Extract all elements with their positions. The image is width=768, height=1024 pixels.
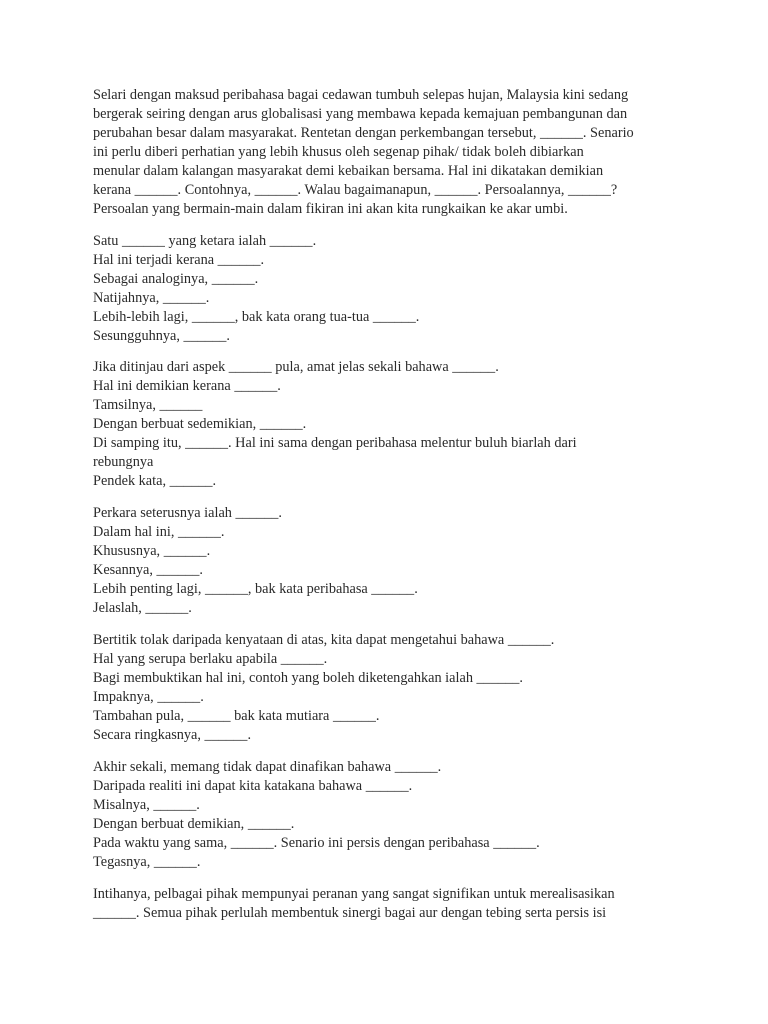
- text-line: Jika ditinjau dari aspek ______ pula, amat jelas sekali bahawa ______.: [93, 359, 499, 375]
- text-line: Kesannya, ______.: [93, 562, 203, 578]
- text-line: bergerak seiring dengan arus globalisasi yang membawa kepada kemajuan pembangunan dan: [93, 106, 628, 122]
- text-line: perubahan besar dalam masyarakat. Rentetan dengan perkembangan tersebut, ______. Senario: [93, 125, 634, 141]
- text-line: ini perlu diberi perhatian yang lebih khusus oleh segenap pihak/ tidak boleh dibiarkan: [93, 144, 584, 160]
- text-line: Hal ini demikian kerana ______.: [93, 378, 281, 394]
- text-line: Lebih-lebih lagi, ______, bak kata orang tua-tua ______.: [93, 309, 420, 325]
- text-line: Pendek kata, ______.: [93, 473, 217, 489]
- text-line: Dengan berbuat demikian, ______.: [93, 816, 295, 832]
- paragraph-introduction: [93, 86, 693, 219]
- text-line: Natijahnya, ______.: [93, 290, 210, 306]
- text-line: ______. Semua pihak perlulah membentuk sinergi bagai aur dengan tebing serta persis isi: [93, 905, 607, 921]
- text-line: Hal ini terjadi kerana ______.: [93, 252, 265, 268]
- text-line: Tegasnya, ______.: [93, 854, 201, 870]
- text-line: Dengan berbuat sedemikian, ______.: [93, 416, 307, 432]
- text-line: kerana ______. Contohnya, ______. Walau bagaimanapun, ______. Persoalannya, ______?: [93, 182, 618, 198]
- text-line: menular dalam kalangan masyarakat demi kebaikan bersama. Hal ini dikatakan demikian: [93, 163, 604, 179]
- text-line: Secara ringkasnya, ______.: [93, 727, 252, 743]
- paragraph-conclusion: [93, 885, 693, 923]
- text-line: Misalnya, ______.: [93, 797, 200, 813]
- text-line: Bagi membuktikan hal ini, contoh yang boleh diketengahkan ialah ______.: [93, 670, 524, 686]
- text-line: Satu ______ yang ketara ialah ______.: [93, 233, 317, 249]
- text-line: Pada waktu yang sama, ______. Senario ini persis dengan peribahasa ______.: [93, 835, 540, 851]
- text-line: Impaknya, ______.: [93, 689, 204, 705]
- text-line: Sebagai analoginya, ______.: [93, 271, 259, 287]
- text-line: Selari dengan maksud peribahasa bagai cedawan tumbuh selepas hujan, Malaysia kini sedang: [93, 87, 629, 103]
- text-line: Intihanya, pelbagai pihak mempunyai peranan yang sangat signifikan untuk merealisasikan: [93, 886, 615, 902]
- text-line: rebungnya: [93, 454, 154, 470]
- document-body: [93, 86, 693, 936]
- text-line: Hal yang serupa berlaku apabila ______.: [93, 651, 328, 667]
- paragraph-point-1: [93, 232, 693, 346]
- text-line: Tambahan pula, ______ bak kata mutiara ______.: [93, 708, 380, 724]
- text-line: Perkara seterusnya ialah ______.: [93, 505, 282, 521]
- text-line: Lebih penting lagi, ______, bak kata peribahasa ______.: [93, 581, 418, 597]
- text-line: Persoalan yang bermain-main dalam fikiran ini akan kita rungkaikan ke akar umbi.: [93, 201, 568, 217]
- text-line: Jelaslah, ______.: [93, 600, 192, 616]
- text-line: Di samping itu, ______. Hal ini sama dengan peribahasa melentur buluh biarlah dari: [93, 435, 577, 451]
- text-line: Bertitik tolak daripada kenyataan di atas, kita dapat mengetahui bahawa ______.: [93, 632, 555, 648]
- text-line: Tamsilnya, ______: [93, 397, 203, 413]
- text-line: Akhir sekali, memang tidak dapat dinafikan bahawa ______.: [93, 759, 442, 775]
- paragraph-point-5: [93, 758, 693, 872]
- paragraph-point-3: [93, 504, 693, 618]
- text-line: Daripada realiti ini dapat kita katakana bahawa ______.: [93, 778, 413, 794]
- text-line: Khususnya, ______.: [93, 543, 211, 559]
- text-line: Dalam hal ini, ______.: [93, 524, 225, 540]
- paragraph-point-2: [93, 358, 693, 491]
- text-line: Sesungguhnya, ______.: [93, 328, 231, 344]
- paragraph-point-4: [93, 631, 693, 745]
